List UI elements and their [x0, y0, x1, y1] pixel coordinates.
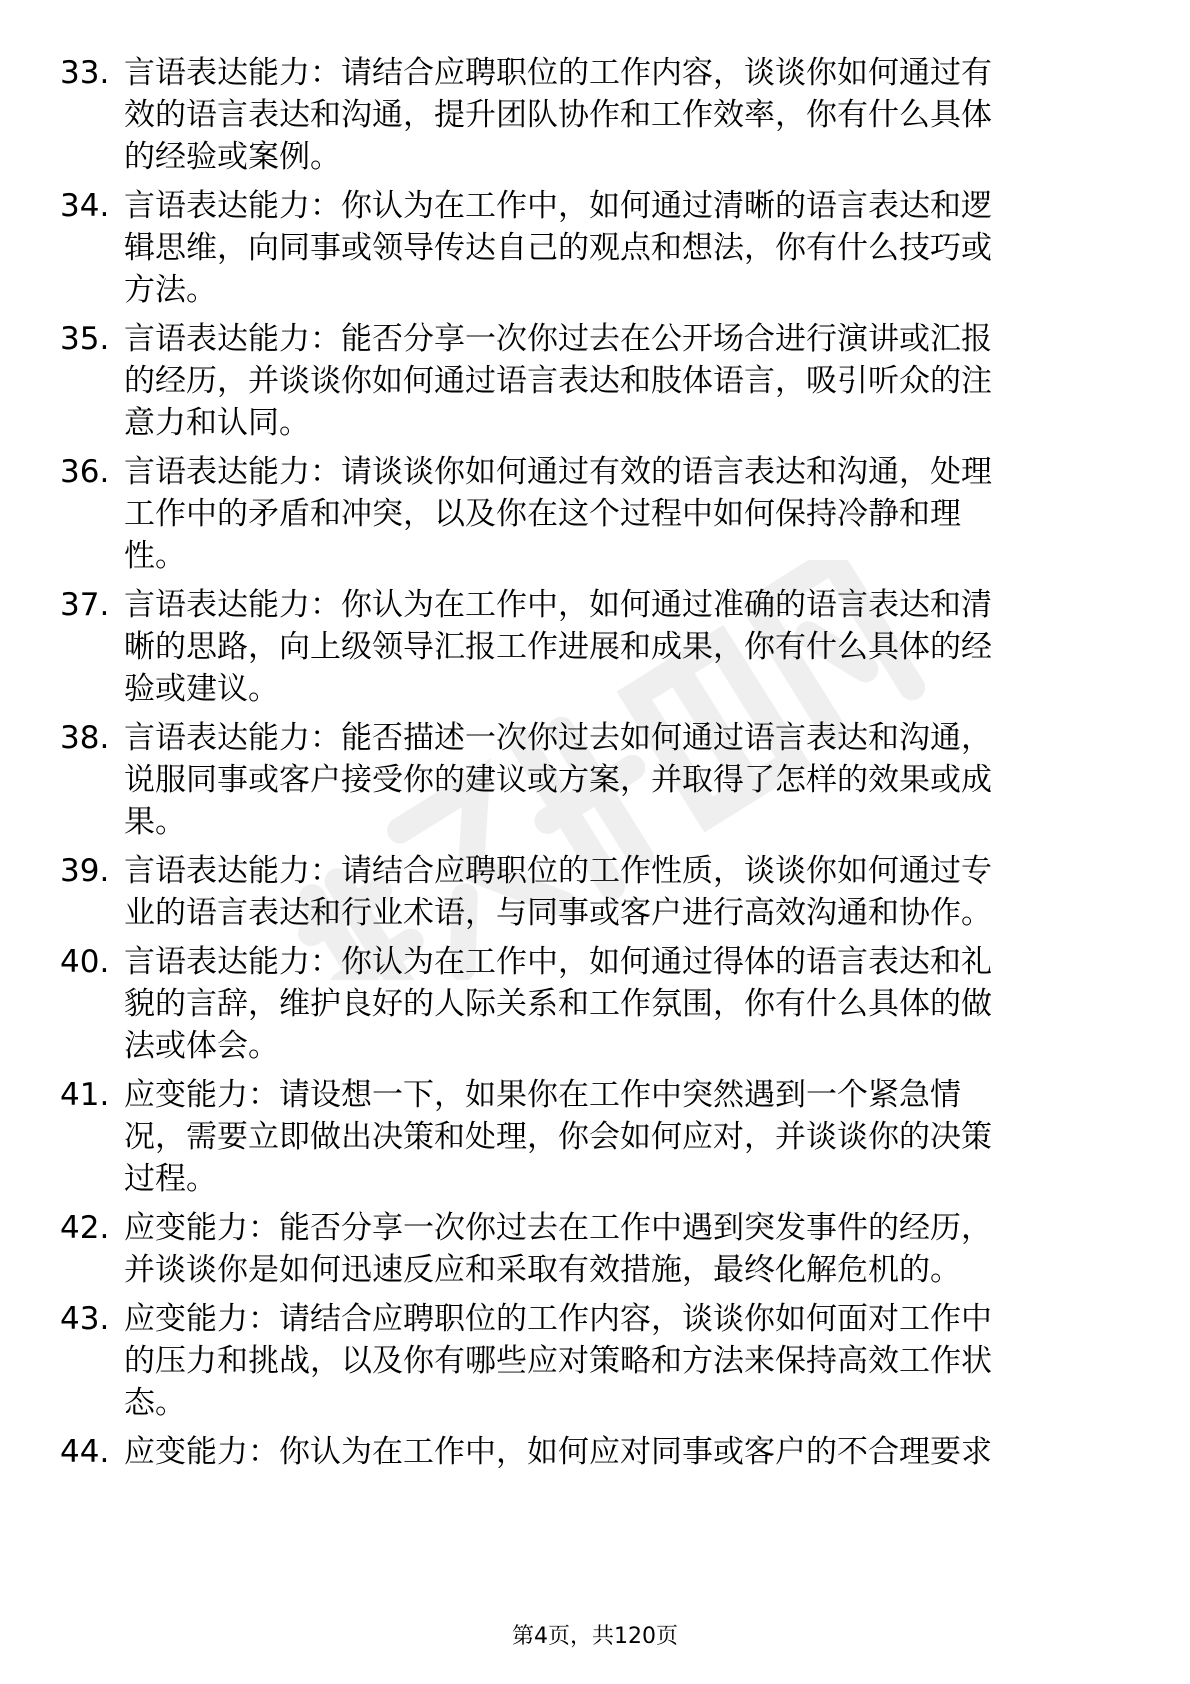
- question-text: 言语表达能力：能否描述一次你过去如何通过语言表达和沟通， 说服同事或客户接受你的建议或方案，并取得了怎样的效果或成 果。: [124, 720, 992, 840]
- question-text: 言语表达能力：你认为在工作中，如何通过得体的语言表达和礼 貌的言辞，维护良好的人际关系和工作氛围，你有什么具体的做 法或体会。: [124, 944, 992, 1064]
- question-number: 38.: [60, 720, 110, 756]
- question-number: 35.: [60, 321, 110, 357]
- question-text: 言语表达能力：请结合应聘职位的工作内容，谈谈你如何通过有 效的语言表达和沟通，提升团队协作和工作效率，你有什么具体 的经验或案例。: [124, 55, 992, 175]
- question-number: 37.: [60, 587, 110, 623]
- question-text: 言语表达能力：能否分享一次你过去在公开场合进行演讲或汇报 的经历，并谈谈你如何通过语言表达和肢体语言，吸引听众的注 意力和认同。: [124, 321, 992, 441]
- question-text: 应变能力：请结合应聘职位的工作内容，谈谈你如何面对工作中 的压力和挑战，以及你有哪些应对策略和方法来保持高效工作状 态。: [124, 1301, 992, 1421]
- question-text: 言语表达能力：请谈谈你如何通过有效的语言表达和沟通，处理 工作中的矛盾和冲突，以及你在这个过程中如何保持冷静和理 性。: [124, 454, 992, 574]
- question-text: 言语表达能力：你认为在工作中，如何通过准确的语言表达和清 晰的思路，向上级领导汇报工作进展和成果，你有什么具体的经 验或建议。: [124, 587, 992, 707]
- page-number-footer: 第4页，共120页: [512, 1624, 678, 1649]
- question-text: 应变能力：你认为在工作中，如何应对同事或客户的不合理要求: [124, 1434, 992, 1470]
- question-number: 42.: [60, 1210, 110, 1246]
- question-number: 34.: [60, 188, 110, 224]
- question-number: 33.: [60, 55, 110, 91]
- question-text: 言语表达能力：请结合应聘职位的工作性质，谈谈你如何通过专 业的语言表达和行业术语，与同事或客户进行高效沟通和协作。: [124, 853, 992, 931]
- question-text: 应变能力：能否分享一次你过去在工作中遇到突发事件的经历， 并谈谈你是如何迅速反应和采取有效措施，最终化解危机的。: [124, 1210, 992, 1288]
- question-number: 43.: [60, 1301, 110, 1337]
- question-number: 36.: [60, 454, 110, 490]
- question-number: 39.: [60, 853, 110, 889]
- question-number: 41.: [60, 1077, 110, 1113]
- question-text: 应变能力：请设想一下，如果你在工作中突然遇到一个紧急情 况，需要立即做出决策和处理，你会如何应对，并谈谈你的决策 过程。: [124, 1077, 992, 1197]
- question-number: 40.: [60, 944, 110, 980]
- question-number: 44.: [60, 1434, 110, 1470]
- question-text: 言语表达能力：你认为在工作中，如何通过清晰的语言表达和逻 辑思维，向同事或领导传达自己的观点和想法，你有什么技巧或 方法。: [124, 188, 992, 308]
